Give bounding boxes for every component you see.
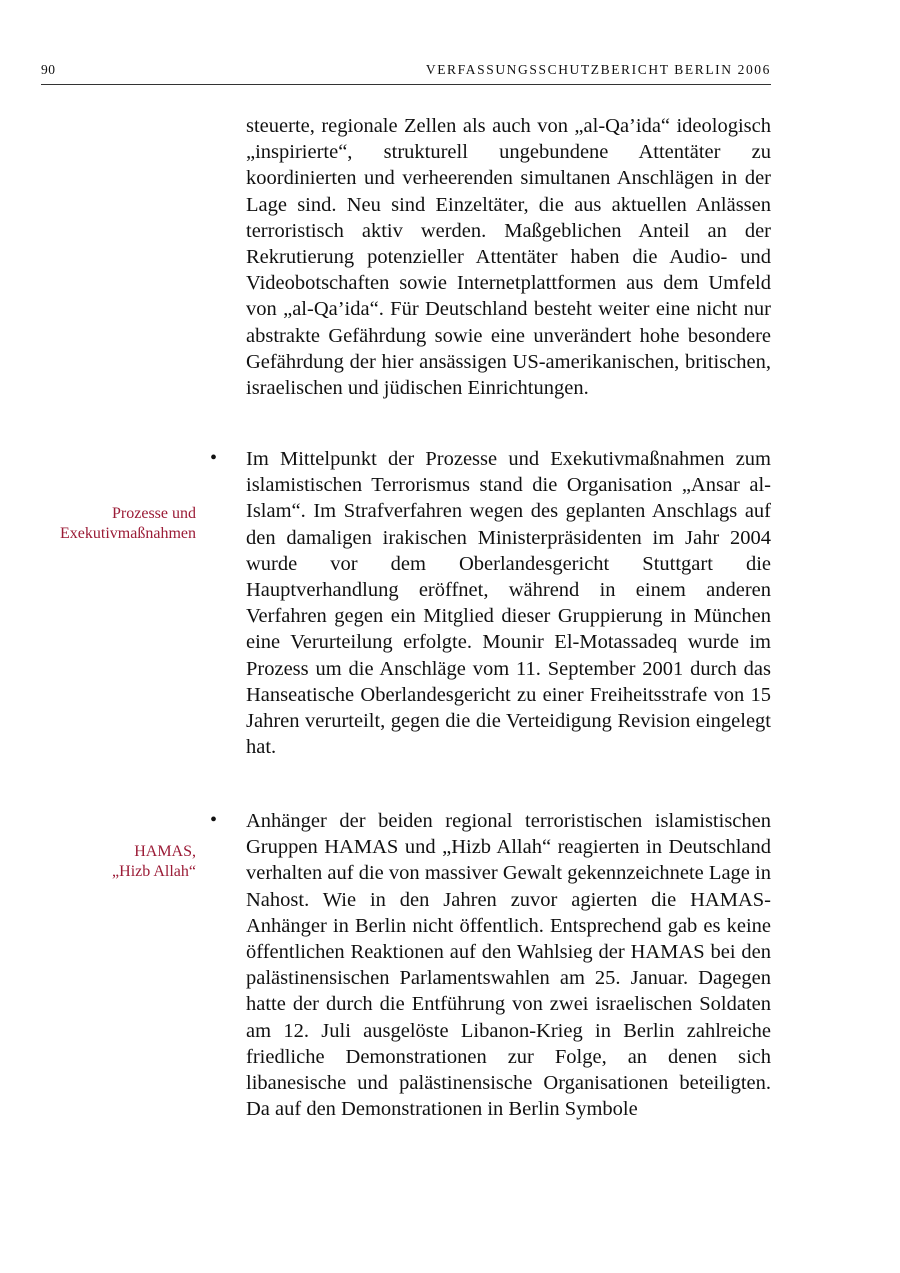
bullet-marker: • xyxy=(210,809,218,831)
margin-note-line: Prozesse und xyxy=(112,505,196,522)
bullet-paragraph-prozesse: Im Mittelpunkt der Prozesse und Exekutivmaßnahmen zum islamistischen Terrorismus stand die Organisation „Ansar al-Islam“. Im Strafverfahren wegen des geplanten Anschlags auf den damaligen irakischen Ministerpräsidenten im Jahr 2004 wurde vor dem Oberlandesgericht Stuttgart die Hauptverhandlung eröffnet, während in einem anderen Verfahren gegen ein Mitglied dieser Gruppierung in München eine Verurteilung erfolgte. Mounir El-Motassadeq wurde im Prozess um die Anschläge vom 11. September 2001 durch das Hanseatische Oberlandesgericht zu einer Freiheitsstrafe von 15 Jahren verurteilt, gegen die die Verteidigung Revision eingelegt hat. xyxy=(246,448,771,759)
margin-note-line: Exekutivmaßnahmen xyxy=(60,525,196,542)
margin-note-hamas xyxy=(6,842,196,882)
running-head xyxy=(41,62,771,86)
running-title: VERFASSUNGSSCHUTZBERICHT BERLIN 2006 xyxy=(425,62,771,77)
margin-note-line: „Hizb Allah“ xyxy=(112,863,196,880)
bullet-paragraph-hamas: Anhänger der beiden regional terroristischen islamistischen Gruppen HAMAS und „Hizb Allah“ reagierten in Deutschland verhalten auf die von massiver Gewalt gekennzeichnete Lage in Nahost. Wie in den Jahren zuvor agierten die HAMAS-Anhänger in Berlin nicht öffentlich. Entsprechend gab es keine öffentlichen Reaktionen auf den Wahlsieg der HAMAS bei den palästinensischen Parlamentswahlen am 25. Januar. Dagegen hatte der durch die Entführung von zwei israelischen Soldaten am 12. Juli ausgelöste Libanon-Krieg in Berlin zahlreiche friedliche Demonstrationen zur Folge, an denen sich libanesische und palästinensische Organisationen beteiligten. Da auf den Demonstrationen in Berlin Symbole xyxy=(246,810,771,1121)
continuation-paragraph: steuerte, regionale Zellen als auch von „al-Qa’ida“ ideologisch „inspirierte“, strukturell ungebundene Attentäter zu koordinierten und verheerenden simultanen Anschlägen in der Lage sind. Neu sind Einzeltäter, die aus aktuellen Anlässen terroristisch aktiv werden. Maßgeblichen Anteil an der Rekrutierung potenzieller Attentäter haben die Audio- und Videobotschaften sowie Internetplattformen aus dem Umfeld von „al-Qa’ida“. Für Deutschland besteht weiter eine nicht nur abstrakte Gefährdung sowie eine unverändert hohe besondere Gefährdung der hier ansässigen US-amerikanischen, britischen, israelischen und jüdischen Einrichtungen. xyxy=(246,115,771,400)
margin-note-line: HAMAS, xyxy=(134,843,196,860)
margin-note-prozesse xyxy=(6,504,196,544)
page-number: 90 xyxy=(41,62,56,77)
bullet-marker: • xyxy=(210,447,218,469)
header-rule xyxy=(41,84,771,85)
